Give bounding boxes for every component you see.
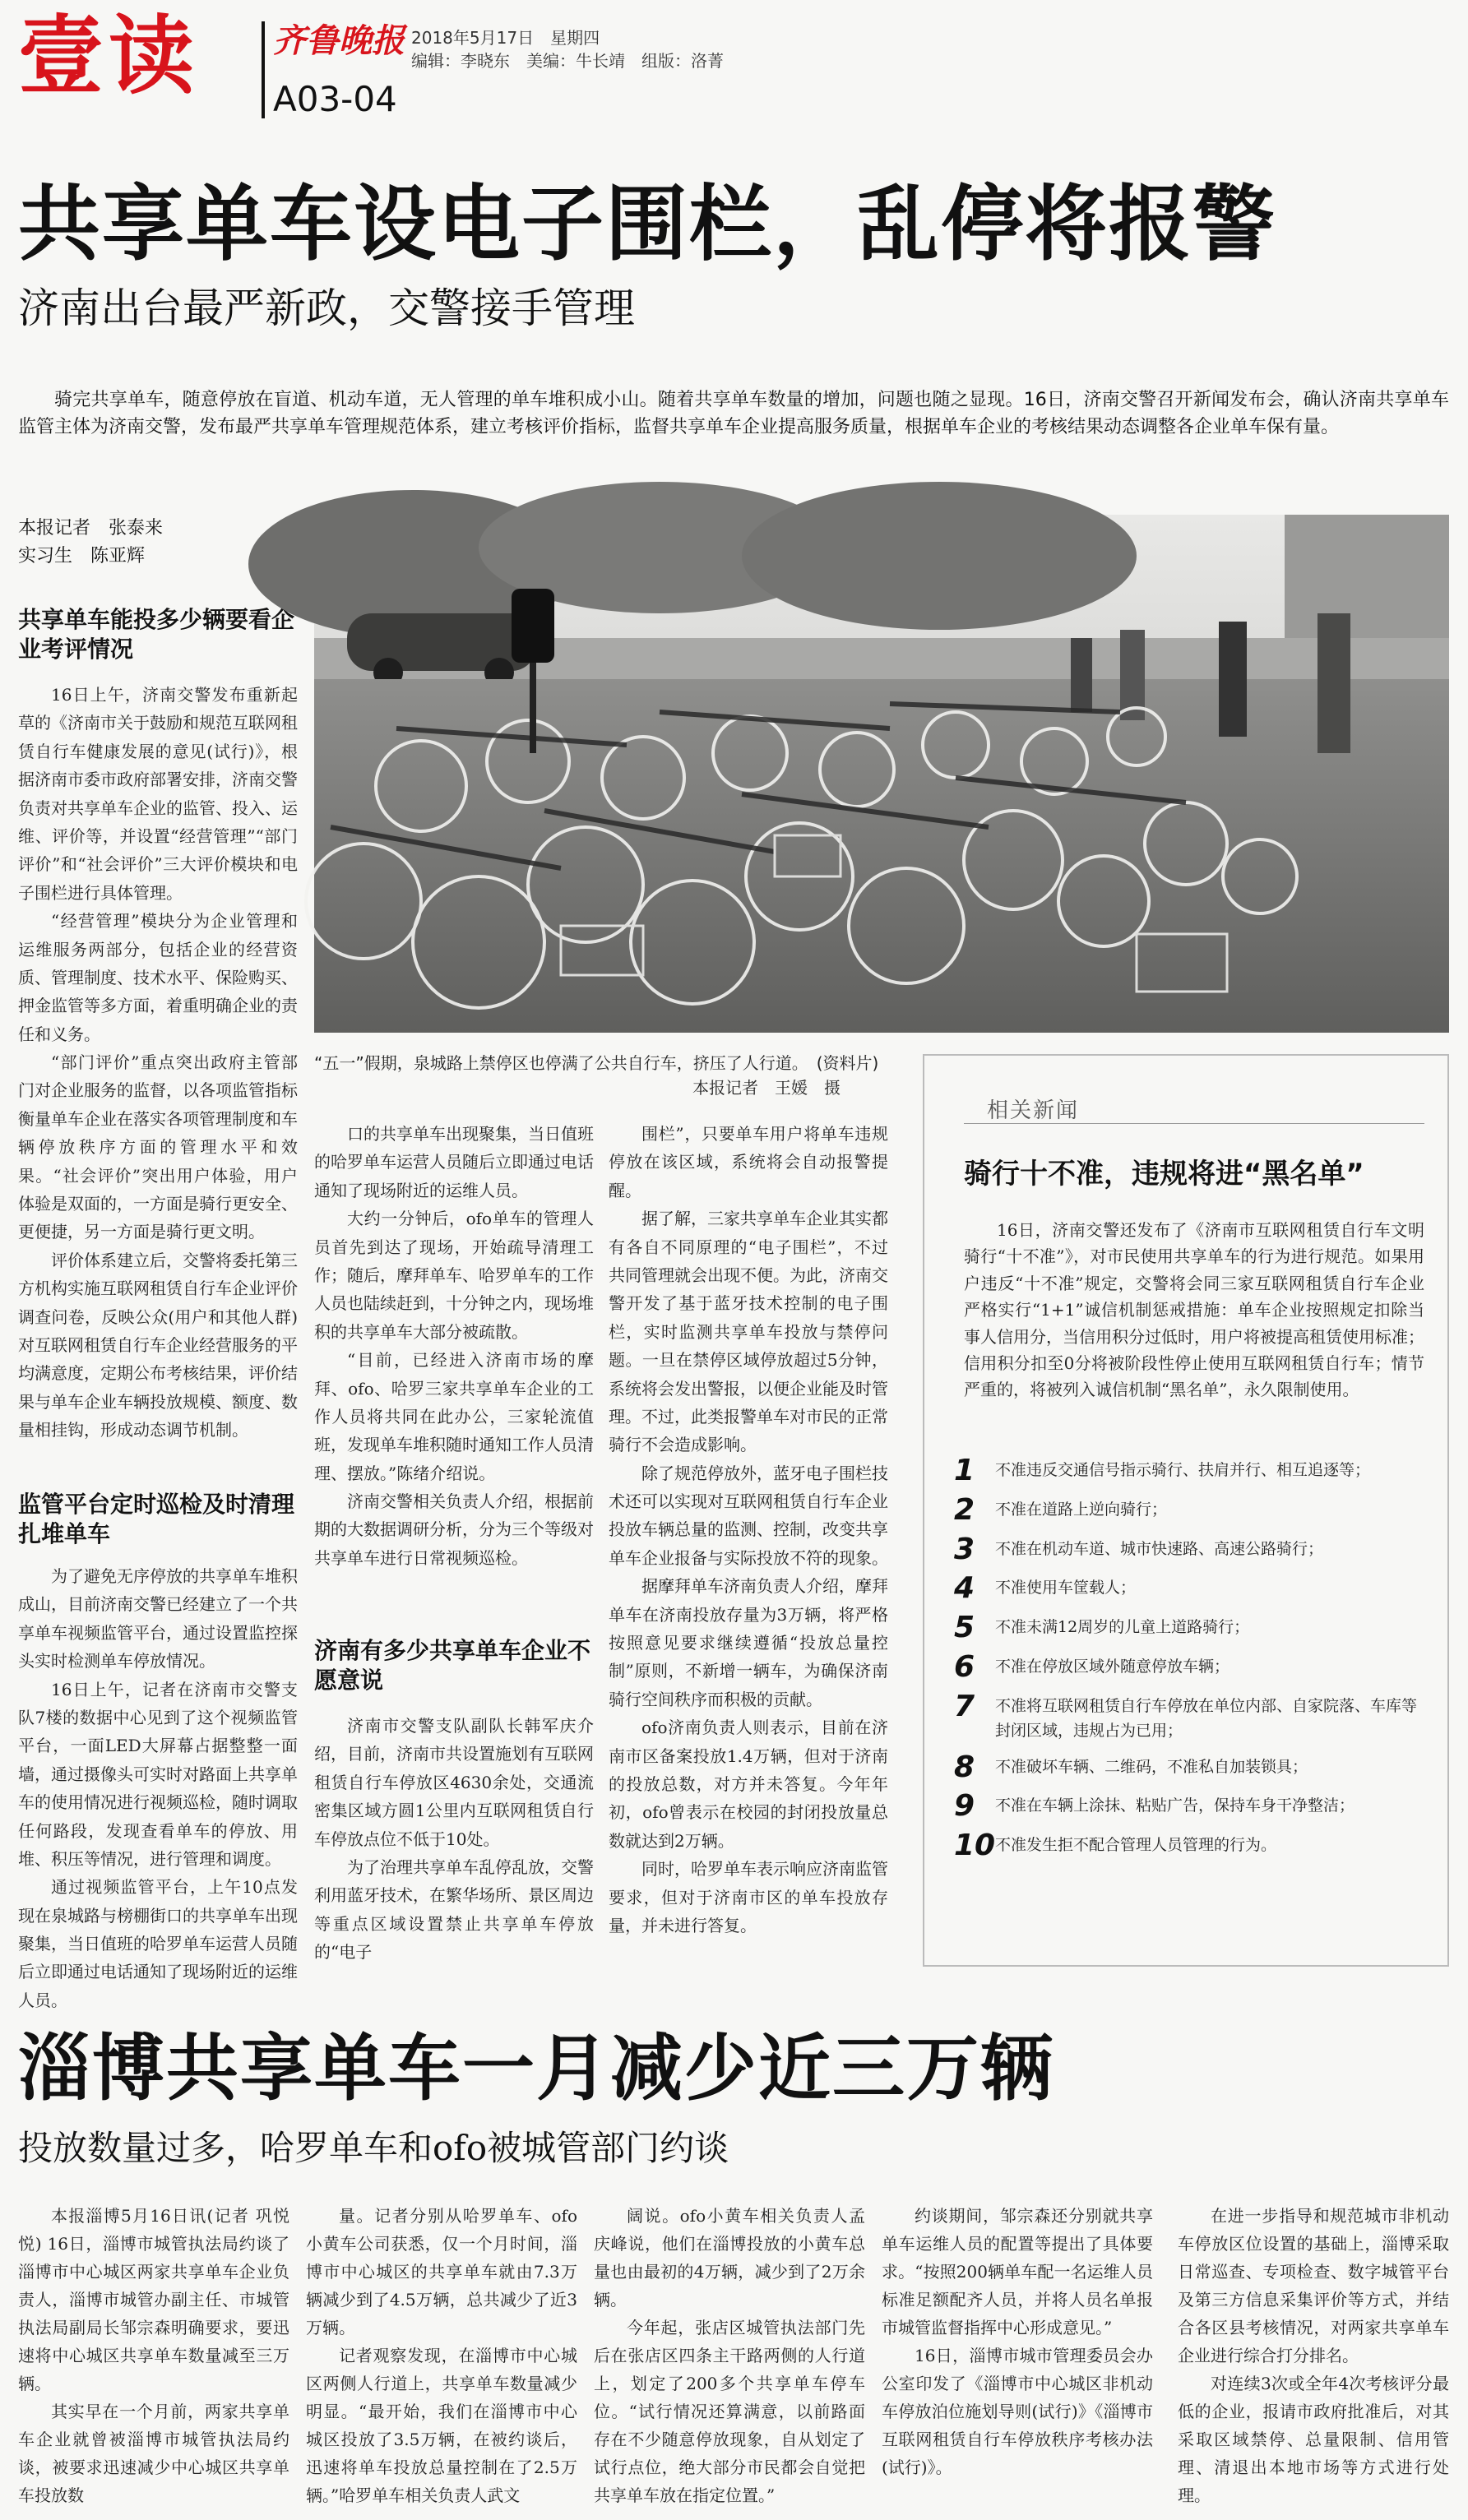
rule-item — [954, 1691, 1431, 1744]
paragraph: 通过视频监管平台，上午10点发现在泉城路与榜棚街口的共享单车出现聚集，当日值班的哈罗单车运营人员随后立即通过电话通知了现场附近的运维人员。 — [18, 1877, 298, 2010]
paragraph: 其实早在一个月前，两家共享单车企业就曾被淄博市城管执法局约谈，被要求迅速减少中心城区共享单车投放数 — [18, 2402, 289, 2505]
main-subheadline: 济南出台最严新政，交警接手管理 — [18, 284, 635, 332]
subhead-companies: 济南有多少共享单车企业不愿意说 — [314, 1637, 591, 1695]
column-1-text — [18, 681, 298, 1704]
news-photo-bikes — [314, 515, 1449, 1033]
subhead-platform: 监管平台定时巡检及时清理扎堆单车 — [18, 1491, 295, 1548]
related-news-rule — [964, 1123, 1424, 1124]
rule-number: 5 — [954, 1611, 975, 1645]
column-1b-text — [18, 1562, 298, 2010]
main-headline: 共享单车设电子围栏，乱停将报警 — [18, 176, 1276, 272]
story2-column-5 — [1178, 2202, 1449, 2511]
rule-item — [954, 1830, 1431, 1861]
story2-column-1 — [18, 2202, 289, 2511]
paper-logo: 齐鲁晚报 — [273, 21, 405, 60]
rule-item — [954, 1492, 1431, 1527]
photo-credit: 本报记者 王媛 摄 — [692, 1078, 841, 1098]
paragraph: 据摩拜单车济南负责人介绍，摩拜单车在济南投放存量为3万辆，将严格按照意见要求继续遵循“投放总量控制”原则，不新增一辆车，为确保济南骑行空间秩序而积极的贡献。 — [609, 1576, 888, 1709]
paragraph: 16日上午，济南交警发布重新起草的《济南市关于鼓励和规范互联网租赁自行车健康发展的意见(试行)》，根据济南市委市政府部署安排，济南交警负责对共享单车企业的监管、投入、运维、评价等，并设置“经营管理”“部门评价”和“社会评价”三大评价模块和电子围栏进行具体管理。 — [18, 685, 298, 903]
rule-item — [954, 1612, 1431, 1644]
rule-number: 10 — [954, 1829, 996, 1863]
column-2b-text — [314, 1712, 594, 1963]
rule-number: 6 — [954, 1649, 975, 1684]
story2-column-2 — [306, 2202, 577, 2511]
rule-text: 不准未满12周岁的儿童上道路骑行； — [995, 1618, 1250, 1637]
paragraph: 在进一步指导和规范城市非机动车停放区位设置的基础上，淄博采取日常巡查、专项检查、数字城管平台及第三方信息采集评价等方式，并结合各区县考核情况，对两家共享单车企业进行综合打分排名。 — [1178, 2206, 1449, 2365]
ten-rules-list — [954, 1455, 1431, 1870]
paragraph: 阔说。ofo小黄车相关负责人孟庆峰说，他们在淄博投放的小黄车总量也由最初的4万辆，减少到了2万余辆。 — [594, 2206, 865, 2310]
page-number: A03-04 — [273, 79, 397, 119]
masthead-divider — [262, 21, 265, 118]
rule-text: 不准发生拒不配合管理人员管理的行为。 — [995, 1836, 1277, 1855]
rule-text: 不准违反交通信号指示骑行、扶肩并行、相互追逐等； — [995, 1461, 1371, 1479]
lead-text: 骑完共享单车，随意停放在盲道、机动车道，无人管理的单车堆积成小山。随着共享单车数量的增加，问题也随之显现。16日，济南交警召开新闻发布会，确认济南共享单车监管主体为济南交警，发布最严共享单车管理规范体系，建立考核评价指标，监督共享单车企业提高服务质量，根据单车企业的考核结果动态调整各企业单车保有量。 — [18, 390, 1449, 438]
rule-text: 不准在道路上逆向骑行； — [995, 1500, 1168, 1519]
rule-text: 不准在停放区域外随意停放车辆； — [995, 1657, 1230, 1676]
related-news-title: 骑行十不准，违规将进“黑名单” — [964, 1158, 1364, 1191]
rule-number: 9 — [954, 1789, 975, 1824]
paragraph: 量。记者分别从哈罗单车、ofo小黄车公司获悉，仅一个月时间，淄博市中心城区的共享单车就由7.3万辆减少到了4.5万辆，总共减少了近3万辆。 — [306, 2206, 577, 2337]
rule-item — [954, 1573, 1431, 1604]
paragraph: 据了解，三家共享单车企业其实都有各自不同原理的“电子围栏”，不过共同管理就会出现不便。为此，济南交警开发了基于蓝牙技术控制的电子围栏，实时监测共享单车投放与禁停问题。一旦在禁停区域停放超过5分钟，系统将会发出警报，以便企业能及时管理。不过，此类报警单车对市民的正常骑行不会造成影响。 — [609, 1209, 888, 1455]
paragraph: “目前，已经进入济南市场的摩拜、ofo、哈罗三家共享单车企业的工作人员将共同在此办公，三家轮流值班，发现单车堆积随时通知工作人员清理、摆放。”陈绪介绍说。 — [314, 1350, 594, 1483]
story2-column-4 — [882, 2202, 1153, 2511]
rule-text: 不准在车辆上涂抹、粘贴广告，保持车身干净整洁； — [995, 1796, 1355, 1815]
subhead-evaluation: 共享单车能投多少辆要看企业考评情况 — [18, 606, 295, 664]
rule-number: 4 — [954, 1571, 975, 1606]
paragraph: 16日上午，记者在济南市交警支队7楼的数据中心见到了这个视频监管平台，一面LED大屏幕占据整整一面墙，通过摄像头可实时对路面上共享单车的使用情况进行视频巡检，随时调取任何路段，发现查看单车的停放、用堆、积压等情况，进行管理和调度。 — [18, 1679, 298, 1869]
byline — [18, 515, 163, 571]
column-3-text — [609, 1120, 888, 1954]
paragraph: 对连续3次或全年4次考核评分最低的企业，报请市政府批准后，对其采取区域禁停、总量限制、信用管理、清退出本地市场等方式进行处理。 — [1178, 2374, 1449, 2505]
rule-text: 不准使用车筐载人； — [995, 1579, 1137, 1598]
issue-date: 2018年5月17日 星期四 — [411, 28, 600, 48]
rule-text: 不准破坏车辆、二维码，不准私自加装锁具； — [995, 1757, 1308, 1776]
second-subheadline: 投放数量过多，哈罗单车和ofo被城管部门约谈 — [18, 2128, 729, 2168]
byline-intern: 实习生 陈亚辉 — [18, 546, 146, 567]
byline-reporter: 本报记者 张泰来 — [18, 518, 164, 539]
intro-text: 16日，济南交警还发布了《济南市互联网租赁自行车文明骑行“十不准”》，对市民使用共享单车的行为进行规范。如果用户违反“十不准”规定，交警将会同三家互联网租赁自行车企业严格实行“1+1”诚信机制惩戒措施：单车企业按照规定扣除当事人信用分，当信用积分过低时，用户将被提高租赁使用标准；信用积分扣至0分将被阶段性停止使用互联网租赁自行车；情节严重的，将被列入诚信机制“黑名单”，永久限制使用。 — [964, 1220, 1424, 1400]
rule-item — [954, 1534, 1431, 1565]
rule-number: 2 — [954, 1492, 975, 1527]
paragraph: 同时，哈罗单车表示响应济南监管要求，但对于济南市区的单车投放存量，并未进行答复。 — [609, 1859, 888, 1935]
paragraph: 16日，淄博市城市管理委员会办公室印发了《淄博市中心城区非机动车停放泊位施划导则(试行)》《淄博市互联网租赁自行车停放秩序考核办法(试行)》。 — [882, 2346, 1153, 2477]
paragraph: 除了规范停放外，蓝牙电子围栏技术还可以实现对互联网租赁自行车企业投放车辆总量的监测、控制，改变共享单车企业报备与实际投放不符的现象。 — [609, 1463, 888, 1568]
paragraph: ofo济南负责人则表示，目前在济南市区备案投放1.4万辆，但对于济南的投放总数，对方并未答复。今年年初，ofo曾表示在校园的封闭投放量总数就达到2万辆。 — [609, 1718, 888, 1851]
paragraph: 记者观察发现，在淄博市中心城区两侧人行道上，共享单车数量减少明显。“最开始，我们在淄博市中心城区投放了3.5万辆，在被约谈后，迅速将单车投放总量控制在了2.5万辆。”哈罗单车相关负责人武文 — [306, 2346, 577, 2505]
rule-item — [954, 1649, 1431, 1684]
paragraph: 为了治理共享单车乱停乱放，交警利用蓝牙技术，在繁华场所、景区周边等重点区域设置禁止共享单车停放的“电子 — [314, 1856, 594, 1963]
paragraph: 为了避免无序停放的共享单车堆积成山，目前济南交警已经建立了一个共享单车视频监管平台，通过设置监控探头实时检测单车停放情况。 — [18, 1566, 298, 1672]
story-lead — [18, 386, 1449, 442]
paragraph: 本报淄博5月16日讯(记者 巩悦悦) 16日，淄博市城管执法局约谈了淄博市中心城区两家共享单车企业负责人，淄博市城管办副主任、市城管执法局副局长邹宗森明确要求，要迅速将中心城区共享单车数量减至三万辆。 — [18, 2206, 289, 2393]
rule-item — [954, 1455, 1431, 1487]
paragraph: “经营管理”模块分为企业管理和运维服务两部分，包括企业的经营资质、管理制度、技术水平、保险购买、押金监管等多方面，着重明确企业的责任和义务。 — [18, 911, 298, 1044]
paragraph: 大约一分钟后，ofo单车的管理人员首先到达了现场，开始疏导清理工作；随后，摩拜单车、哈罗单车的工作人员也陆续赶到，十分钟之内，现场堆积的共享单车大部分被疏散。 — [314, 1209, 594, 1342]
second-headline: 淄博共享单车一月减少近三万辆 — [18, 2026, 1055, 2111]
story2-column-3 — [594, 2202, 865, 2511]
caption-text: “五一”假期，泉城路上禁停区也停满了公共自行车，挤压了人行道。 (资料片) — [314, 1053, 879, 1073]
bike-pile-illustration — [314, 515, 1449, 1033]
related-news-tab: 相关新闻 — [987, 1098, 1080, 1123]
paragraph: 约谈期间，邹宗森还分别就共享单车运维人员的配置等提出了具体要求。“按照200辆单车配一名运维人员标准足额配齐人员，并将人员名单报市城管监督指挥中心形成意见。” — [882, 2206, 1153, 2337]
paragraph: 围栏”，只要单车用户将单车违规停放在该区域，系统将会自动报警提醒。 — [609, 1124, 888, 1200]
rule-number: 1 — [954, 1454, 975, 1487]
paragraph: 口的共享单车出现聚集，当日值班的哈罗单车运营人员随后立即通过电话通知了现场附近的运维人员。 — [314, 1124, 594, 1200]
paragraph: 济南市交警支队副队长韩军庆介绍，目前，济南市共设置施划有互联网租赁自行车停放区4630余处，交通流密集区域方圆1公里内互联网租赁自行车停放点位不低于10处。 — [314, 1716, 594, 1849]
rule-text: 不准将互联网租赁自行车停放在单位内部、自家院落、车库等封闭区域，违规占为已用； — [995, 1696, 1418, 1741]
paragraph: 评价体系建立后，交警将委托第三方机构实施互联网租赁自行车企业评价调查问卷，反映公众(用户和其他人群)对互联网租赁自行车企业经营服务的平均满意度，定期公布考核结果，评价结果与单车企业车辆投放规模、额度、数量相挂钩，形成动态调节机制。 — [18, 1250, 298, 1440]
rule-item — [954, 1791, 1431, 1822]
rule-number: 7 — [954, 1689, 975, 1723]
related-news-intro — [964, 1217, 1424, 1403]
paragraph: 济南交警相关负责人介绍，根据前期的大数据调研分析，分为三个等级对共享单车进行日常视频巡检。 — [314, 1491, 594, 1568]
rule-number: 8 — [954, 1750, 975, 1784]
rule-item — [954, 1752, 1431, 1783]
paragraph: 今年起，张店区城管执法部门先后在张店区四条主干路两侧的人行道上，划定了200多个共享单车停车位。“试行情况还算满意，以前路面存在不少随意停放现象，自从划定了试行点位，绝大部分市民都会自觉把共享单车放在指定位置。” — [594, 2318, 865, 2505]
rule-number: 3 — [954, 1532, 975, 1566]
paragraph: “部门评价”重点突出政府主管部门对企业服务的监督，以各项监管指标衡量单车企业在落实各项管理制度和车辆停放秩序方面的管理水平和效果。“社会评价”突出用户体验，用户体验是双面的，一方面是骑行更安全、更便捷，另一方面是骑行更文明。 — [18, 1052, 298, 1242]
section-brand: 壹读 — [18, 5, 200, 106]
column-2-text — [314, 1120, 594, 1630]
editor-credits: 编辑：李晓东 美编：牛长靖 组版：洛菁 — [411, 51, 724, 71]
rule-text: 不准在机动车道、城市快速路、高速公路骑行； — [995, 1539, 1324, 1558]
